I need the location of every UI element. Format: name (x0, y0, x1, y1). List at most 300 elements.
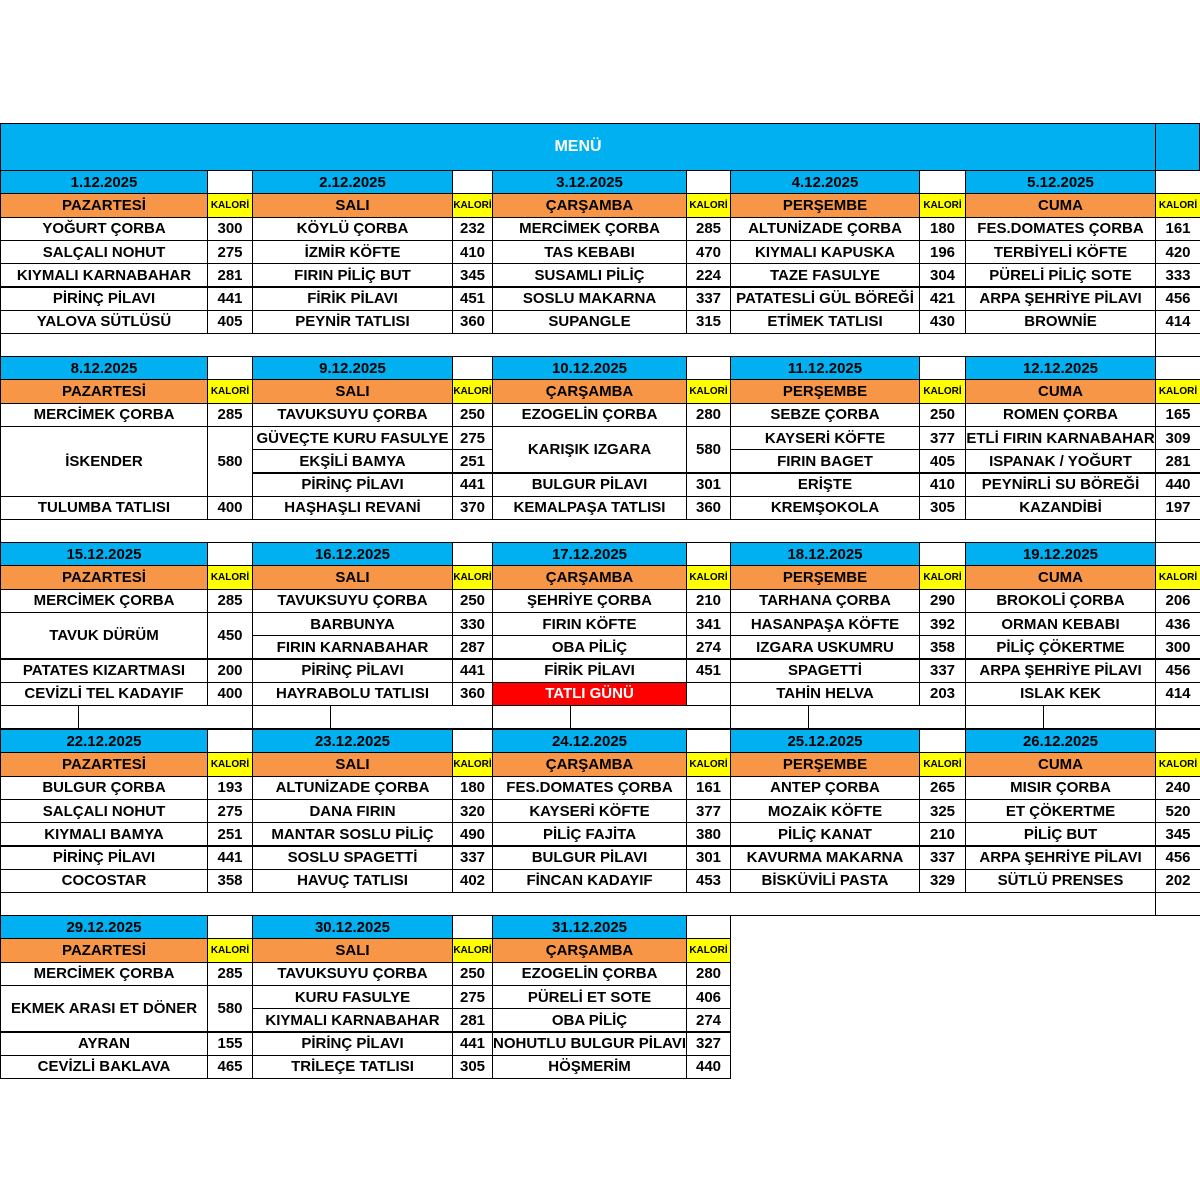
food-item: GÜVEÇTE KURU FASULYE (252, 426, 453, 450)
kalori-value: 281 (452, 1008, 493, 1032)
kalori-value: 210 (686, 589, 731, 613)
kalori-value: 285 (207, 403, 253, 427)
date-cell: 12.12.2025 (965, 356, 1156, 380)
kalori-value: 250 (452, 589, 493, 613)
kalori-value: 580 (686, 426, 731, 474)
food-item: HAVUÇ TATLISI (252, 869, 453, 893)
food-item: PİRİNÇ PİLAVI (252, 659, 453, 683)
food-item: MERCİMEK ÇORBA (0, 962, 208, 986)
food-item: ISPANAK / YOĞURT (965, 449, 1156, 473)
food-item: HASANPAŞA KÖFTE (730, 612, 920, 636)
food-item: ORMAN KEBABI (965, 612, 1156, 636)
kalori-value: 580 (207, 426, 253, 497)
date-cell: 26.12.2025 (965, 729, 1156, 753)
day-name-cell: PERŞEMBE (730, 193, 920, 217)
food-item: KREMŞOKOLA (730, 496, 920, 520)
kalori-value: 265 (919, 776, 966, 800)
date-cell: 29.12.2025 (0, 915, 208, 939)
kalori-value: 465 (207, 1055, 253, 1079)
date-cell: 2.12.2025 (252, 170, 453, 194)
food-item: FİNCAN KADAYIF (492, 869, 687, 893)
kalori-value: 406 (686, 985, 731, 1009)
food-item: BULGUR PİLAVI (492, 846, 687, 870)
food-item: PÜRELİ PİLİÇ SOTE (965, 263, 1156, 287)
date-blank-cell (452, 170, 493, 194)
separator-cell (0, 333, 1156, 357)
food-item: KIYMALI KARNABAHAR (252, 1008, 453, 1032)
date-blank-cell (1155, 170, 1200, 194)
kalori-value: 210 (919, 822, 966, 846)
day-name-cell: SALI (252, 565, 453, 589)
kalori-value: 337 (686, 287, 731, 311)
date-cell: 31.12.2025 (492, 915, 687, 939)
separator-cell (1043, 705, 1156, 729)
kalori-value: 305 (452, 1055, 493, 1079)
kalori-value: 470 (686, 240, 731, 264)
food-item: YALOVA SÜTLÜSÜ (0, 310, 208, 334)
date-cell: 23.12.2025 (252, 729, 453, 753)
kalori-value: 280 (686, 403, 731, 427)
date-cell: 15.12.2025 (0, 542, 208, 566)
food-item: HÖŞMERİM (492, 1055, 687, 1079)
day-name-cell: ÇARŞAMBA (492, 565, 687, 589)
food-item: SPAGETTİ (730, 659, 920, 683)
food-item: SOSLU MAKARNA (492, 287, 687, 311)
food-item: PİRİNÇ PİLAVI (252, 1032, 453, 1056)
kalori-value: 400 (207, 496, 253, 520)
kalori-value: 304 (919, 263, 966, 287)
kalori-value: 240 (1155, 776, 1200, 800)
food-item: FİRİK PİLAVI (252, 287, 453, 311)
date-blank-cell (686, 356, 731, 380)
date-cell: 9.12.2025 (252, 356, 453, 380)
kalori-header: KALORİ (686, 379, 731, 403)
day-name-cell: SALI (252, 193, 453, 217)
food-item: İZMİR KÖFTE (252, 240, 453, 264)
date-blank-cell (207, 915, 253, 939)
kalori-value: 358 (919, 635, 966, 659)
date-cell: 25.12.2025 (730, 729, 920, 753)
kalori-value: 360 (452, 682, 493, 706)
day-name-cell: PAZARTESİ (0, 752, 208, 776)
kalori-value: 345 (452, 263, 493, 287)
food-item: BULGUR ÇORBA (0, 776, 208, 800)
kalori-value: 430 (919, 310, 966, 334)
kalori-header: KALORİ (919, 193, 966, 217)
day-name-cell: CUMA (965, 752, 1156, 776)
kalori-header: KALORİ (452, 752, 493, 776)
food-item: FIRIN KÖFTE (492, 612, 687, 636)
food-item: ARPA ŞEHRİYE PİLAVI (965, 287, 1156, 311)
date-blank-cell (1155, 729, 1200, 753)
food-item: ISLAK KEK (965, 682, 1156, 706)
kalori-value: 250 (919, 403, 966, 427)
kalori-header: KALORİ (207, 193, 253, 217)
date-cell: 1.12.2025 (0, 170, 208, 194)
kalori-value: 370 (452, 496, 493, 520)
kalori-value: 330 (452, 612, 493, 636)
food-item: KARIŞIK IZGARA (492, 426, 687, 474)
date-blank-cell (686, 729, 731, 753)
food-item: HAŞHAŞLI REVANİ (252, 496, 453, 520)
kalori-header: KALORİ (452, 938, 493, 962)
food-item: SUSAMLI PİLİÇ (492, 263, 687, 287)
food-item: EKŞİLİ BAMYA (252, 449, 453, 473)
kalori-value: 441 (452, 473, 493, 497)
food-item: HAYRABOLU TATLISI (252, 682, 453, 706)
kalori-value: 410 (919, 473, 966, 497)
kalori-value: 197 (1155, 496, 1200, 520)
kalori-value: 224 (686, 263, 731, 287)
food-item: KÖYLÜ ÇORBA (252, 217, 453, 241)
food-item: TRİLEÇE TATLISI (252, 1055, 453, 1079)
day-name-cell: CUMA (965, 565, 1156, 589)
food-item: CEVİZLİ TEL KADAYIF (0, 682, 208, 706)
kalori-value: 327 (686, 1032, 731, 1056)
kalori-value: 193 (207, 776, 253, 800)
day-name-cell: CUMA (965, 193, 1156, 217)
kalori-header: KALORİ (1155, 565, 1200, 589)
kalori-value: 281 (1155, 449, 1200, 473)
kalori-value: 155 (207, 1032, 253, 1056)
food-item: PİRİNÇ PİLAVI (0, 287, 208, 311)
food-item: PİLİÇ KANAT (730, 822, 920, 846)
food-item: KAVURMA MAKARNA (730, 846, 920, 870)
kalori-value: 405 (919, 449, 966, 473)
food-item: KAYSERİ KÖFTE (730, 426, 920, 450)
kalori-value: 165 (1155, 403, 1200, 427)
kalori-value: 440 (1155, 473, 1200, 497)
food-item: FIRIN BAGET (730, 449, 920, 473)
day-name-cell: SALI (252, 752, 453, 776)
food-item: İSKENDER (0, 426, 208, 497)
kalori-value: 285 (686, 217, 731, 241)
date-blank-cell (686, 915, 731, 939)
kalori-value: 251 (452, 449, 493, 473)
kalori-value: 325 (919, 799, 966, 823)
day-name-cell: SALI (252, 379, 453, 403)
kalori-value: 441 (207, 287, 253, 311)
food-item: OBA PİLİÇ (492, 635, 687, 659)
kalori-value: 450 (207, 612, 253, 660)
dessert-day-highlight: TATLI GÜNÜ (492, 682, 687, 706)
separator-cell (492, 705, 571, 729)
date-cell: 10.12.2025 (492, 356, 687, 380)
food-item: FIRIN KARNABAHAR (252, 635, 453, 659)
kalori-value: 341 (686, 612, 731, 636)
kalori-value: 451 (686, 659, 731, 683)
kalori-value: 436 (1155, 612, 1200, 636)
date-blank-cell (919, 729, 966, 753)
food-item: ROMEN ÇORBA (965, 403, 1156, 427)
kalori-value: 441 (207, 846, 253, 870)
food-item: BİSKÜVİLİ PASTA (730, 869, 920, 893)
food-item: ANTEP ÇORBA (730, 776, 920, 800)
food-item: TAVUK DÜRÜM (0, 612, 208, 660)
kalori-header: KALORİ (686, 193, 731, 217)
kalori-header: KALORİ (686, 938, 731, 962)
kalori-value: 180 (919, 217, 966, 241)
food-item: MERCİMEK ÇORBA (492, 217, 687, 241)
food-item: BULGUR PİLAVI (492, 473, 687, 497)
kalori-header: KALORİ (207, 752, 253, 776)
date-blank-cell (452, 356, 493, 380)
day-name-cell: ÇARŞAMBA (492, 752, 687, 776)
food-item: KAZANDİBİ (965, 496, 1156, 520)
kalori-value: 440 (686, 1055, 731, 1079)
kalori-value: 358 (207, 869, 253, 893)
day-name-cell: PAZARTESİ (0, 565, 208, 589)
food-item: PİLİÇ ÇÖKERTME (965, 635, 1156, 659)
kalori-value: 414 (1155, 682, 1200, 706)
kalori-header: KALORİ (1155, 752, 1200, 776)
menu-title: MENÜ (0, 123, 1156, 171)
date-blank-cell (919, 356, 966, 380)
food-item: FIRIN PİLİÇ BUT (252, 263, 453, 287)
kalori-value: 490 (452, 822, 493, 846)
kalori-value: 202 (1155, 869, 1200, 893)
day-name-cell: PERŞEMBE (730, 752, 920, 776)
day-name-cell: ÇARŞAMBA (492, 379, 687, 403)
food-item: PATATESLİ GÜL BÖREĞİ (730, 287, 920, 311)
food-item: TERBİYELİ KÖFTE (965, 240, 1156, 264)
day-name-cell: CUMA (965, 379, 1156, 403)
date-blank-cell (207, 729, 253, 753)
kalori-value: 280 (686, 962, 731, 986)
kalori-value: 309 (1155, 426, 1200, 450)
date-cell: 8.12.2025 (0, 356, 208, 380)
kalori-value: 180 (452, 776, 493, 800)
kalori-header: KALORİ (919, 565, 966, 589)
date-blank-cell (686, 542, 731, 566)
day-name-cell: PERŞEMBE (730, 565, 920, 589)
kalori-value: 456 (1155, 846, 1200, 870)
food-item: ET ÇÖKERTME (965, 799, 1156, 823)
food-item: TAVUKSUYU ÇORBA (252, 589, 453, 613)
day-name-cell: PAZARTESİ (0, 379, 208, 403)
date-blank-cell (452, 915, 493, 939)
food-item: FİRİK PİLAVI (492, 659, 687, 683)
date-cell: 3.12.2025 (492, 170, 687, 194)
separator-cell (1155, 705, 1200, 729)
food-item: BROWNİE (965, 310, 1156, 334)
food-item: PİRİNÇ PİLAVI (252, 473, 453, 497)
food-item: ETİMEK TATLISI (730, 310, 920, 334)
kalori-header: KALORİ (452, 193, 493, 217)
kalori-header: KALORİ (1155, 193, 1200, 217)
food-item: CEVİZLİ BAKLAVA (0, 1055, 208, 1079)
day-name-cell: PERŞEMBE (730, 379, 920, 403)
date-blank-cell (452, 542, 493, 566)
kalori-value: 451 (452, 287, 493, 311)
food-item: KIYMALI KARNABAHAR (0, 263, 208, 287)
food-item: MISIR ÇORBA (965, 776, 1156, 800)
kalori-value: 196 (919, 240, 966, 264)
kalori-value: 360 (686, 496, 731, 520)
food-item: TAS KEBABI (492, 240, 687, 264)
separator-cell (1155, 333, 1200, 357)
food-item: TARHANA ÇORBA (730, 589, 920, 613)
kalori-value: 161 (1155, 217, 1200, 241)
food-item: PİLİÇ FAJİTA (492, 822, 687, 846)
kalori-value: 300 (207, 217, 253, 241)
food-item: SUPANGLE (492, 310, 687, 334)
day-name-cell: PAZARTESİ (0, 193, 208, 217)
food-item: SALÇALI NOHUT (0, 799, 208, 823)
kalori-value: 377 (686, 799, 731, 823)
kalori-value: 301 (686, 473, 731, 497)
separator-cell (330, 705, 493, 729)
food-item: FES.DOMATES ÇORBA (492, 776, 687, 800)
kalori-header: KALORİ (207, 379, 253, 403)
kalori-value: 250 (452, 403, 493, 427)
kalori-header: KALORİ (919, 379, 966, 403)
separator-cell (808, 705, 966, 729)
food-item: IZGARA USKUMRU (730, 635, 920, 659)
kalori-value: 206 (1155, 589, 1200, 613)
separator-cell (0, 705, 79, 729)
separator-cell (78, 705, 253, 729)
kalori-value: 405 (207, 310, 253, 334)
kalori-header: KALORİ (919, 752, 966, 776)
kalori-value: 300 (1155, 635, 1200, 659)
kalori-value: 453 (686, 869, 731, 893)
day-name-cell: ÇARŞAMBA (492, 938, 687, 962)
separator-cell (252, 705, 331, 729)
separator-cell (0, 892, 1156, 916)
food-item: ARPA ŞEHRİYE PİLAVI (965, 659, 1156, 683)
food-item: OBA PİLİÇ (492, 1008, 687, 1032)
kalori-value: 301 (686, 846, 731, 870)
kalori-header: KALORİ (686, 752, 731, 776)
food-item: PEYNİR TATLISI (252, 310, 453, 334)
food-item: KURU FASULYE (252, 985, 453, 1009)
kalori-value: 287 (452, 635, 493, 659)
date-cell: 19.12.2025 (965, 542, 1156, 566)
date-cell: 18.12.2025 (730, 542, 920, 566)
separator-cell (0, 519, 1156, 543)
food-item: EZOGELİN ÇORBA (492, 962, 687, 986)
food-item: ARPA ŞEHRİYE PİLAVI (965, 846, 1156, 870)
kalori-value: 360 (452, 310, 493, 334)
day-name-cell: ÇARŞAMBA (492, 193, 687, 217)
date-cell: 16.12.2025 (252, 542, 453, 566)
kalori-value: 345 (1155, 822, 1200, 846)
day-name-cell: SALI (252, 938, 453, 962)
food-item: PEYNİRLİ SU BÖREĞİ (965, 473, 1156, 497)
kalori-value: 333 (1155, 263, 1200, 287)
kalori-value: 161 (686, 776, 731, 800)
food-item: COCOSTAR (0, 869, 208, 893)
date-cell: 5.12.2025 (965, 170, 1156, 194)
date-blank-cell (686, 170, 731, 194)
separator-cell (730, 705, 809, 729)
date-blank-cell (1155, 542, 1200, 566)
food-item: MERCİMEK ÇORBA (0, 403, 208, 427)
food-item: NOHUTLU BULGUR PİLAVI (492, 1032, 687, 1056)
food-item: ŞEHRİYE ÇORBA (492, 589, 687, 613)
date-cell: 24.12.2025 (492, 729, 687, 753)
food-item: SÜTLÜ PRENSES (965, 869, 1156, 893)
separator-cell (1155, 519, 1200, 543)
kalori-value: 232 (452, 217, 493, 241)
kalori-value: 320 (452, 799, 493, 823)
kalori-header: KALORİ (207, 938, 253, 962)
date-blank-cell (1155, 356, 1200, 380)
date-cell: 22.12.2025 (0, 729, 208, 753)
food-item: EKMEK ARASI ET DÖNER (0, 985, 208, 1033)
food-item: BARBUNYA (252, 612, 453, 636)
kalori-value: 520 (1155, 799, 1200, 823)
food-item: MOZAİK KÖFTE (730, 799, 920, 823)
date-blank-cell (207, 356, 253, 380)
food-item: KEMALPAŞA TATLISI (492, 496, 687, 520)
food-item: ALTUNİZADE ÇORBA (730, 217, 920, 241)
kalori-value: 275 (207, 799, 253, 823)
separator-cell (965, 705, 1044, 729)
day-name-cell: PAZARTESİ (0, 938, 208, 962)
kalori-value: 414 (1155, 310, 1200, 334)
food-item: KIYMALI BAMYA (0, 822, 208, 846)
food-item: BROKOLİ ÇORBA (965, 589, 1156, 613)
food-item: ETLİ FIRIN KARNABAHAR (965, 426, 1156, 450)
kalori-value: 275 (452, 426, 493, 450)
food-item: PATATES KIZARTMASI (0, 659, 208, 683)
kalori-value: 251 (207, 822, 253, 846)
food-item: FES.DOMATES ÇORBA (965, 217, 1156, 241)
date-cell: 17.12.2025 (492, 542, 687, 566)
date-cell: 11.12.2025 (730, 356, 920, 380)
separator-cell (1155, 892, 1200, 916)
kalori-value: 337 (919, 659, 966, 683)
kalori-value: 274 (686, 635, 731, 659)
kalori-value: 377 (919, 426, 966, 450)
date-cell: 30.12.2025 (252, 915, 453, 939)
kalori-header: KALORİ (452, 379, 493, 403)
food-item: AYRAN (0, 1032, 208, 1056)
kalori-value: 315 (686, 310, 731, 334)
kalori-value: 392 (919, 612, 966, 636)
kalori-header: KALORİ (207, 565, 253, 589)
kalori-value: 281 (207, 263, 253, 287)
kalori-value: 441 (452, 1032, 493, 1056)
food-item: EZOGELİN ÇORBA (492, 403, 687, 427)
kalori-value: 410 (452, 240, 493, 264)
kalori-value: 285 (207, 962, 253, 986)
title-side-cell (1155, 123, 1200, 171)
kalori-value: 285 (207, 589, 253, 613)
kalori-value: 580 (207, 985, 253, 1033)
kalori-value: 456 (1155, 287, 1200, 311)
kalori-value: 420 (1155, 240, 1200, 264)
kalori-value: 402 (452, 869, 493, 893)
kalori-value: 337 (919, 846, 966, 870)
date-cell: 4.12.2025 (730, 170, 920, 194)
kalori-value: 421 (919, 287, 966, 311)
food-item: SALÇALI NOHUT (0, 240, 208, 264)
kalori-value: 275 (207, 240, 253, 264)
food-item: PÜRELİ ET SOTE (492, 985, 687, 1009)
food-item: ERİŞTE (730, 473, 920, 497)
kalori-value: 250 (452, 962, 493, 986)
date-blank-cell (919, 542, 966, 566)
kalori-value: 305 (919, 496, 966, 520)
food-item: PİLİÇ BUT (965, 822, 1156, 846)
food-item: TULUMBA TATLISI (0, 496, 208, 520)
food-item: TAVUKSUYU ÇORBA (252, 962, 453, 986)
separator-cell (570, 705, 731, 729)
food-item: MANTAR SOSLU PİLİÇ (252, 822, 453, 846)
